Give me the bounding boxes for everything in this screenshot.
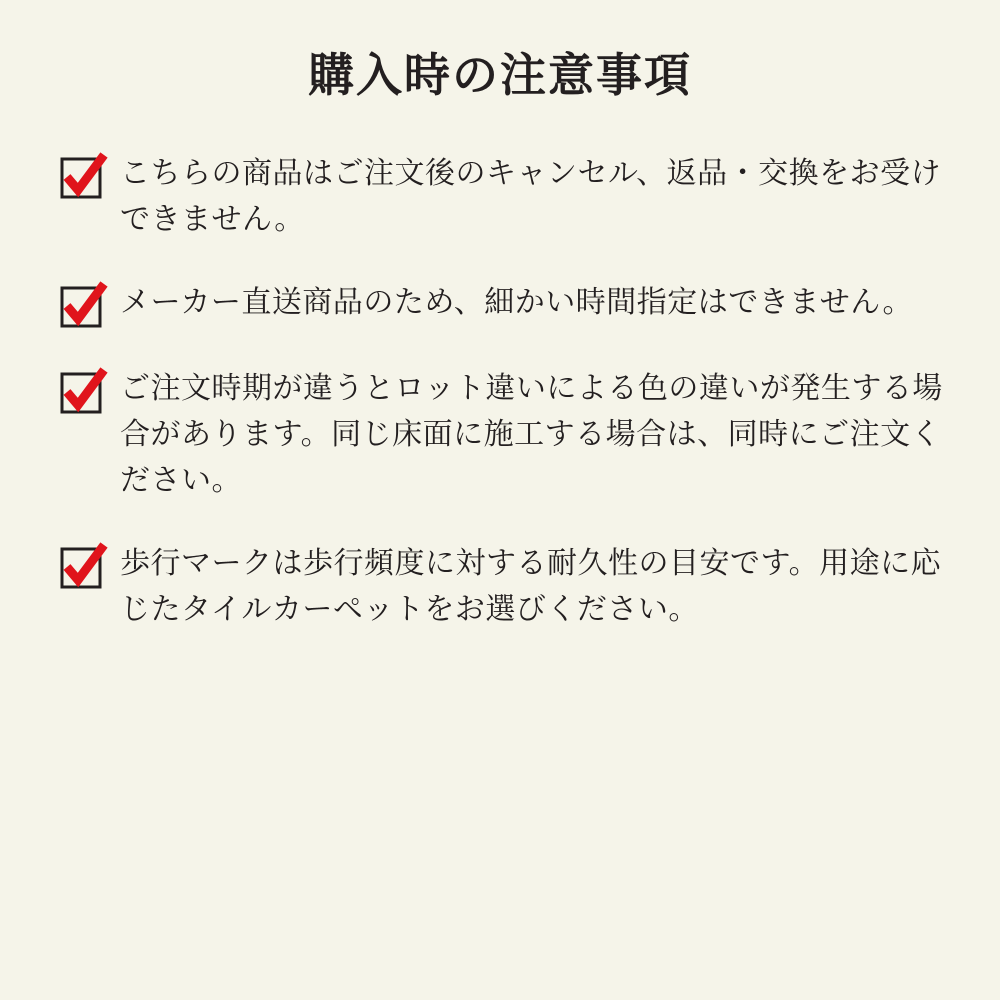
list-item [0,151,1000,242]
list-item [0,541,1000,632]
list-item [0,366,1000,503]
notice-list [0,151,1000,632]
notice-text: こちらの商品はご注文後のキャンセル、返品・交換をお受けできません。 [120,157,942,236]
list-item [0,280,1000,328]
red-check-icon [60,372,102,414]
red-check-icon [60,286,102,328]
red-check-icon [60,157,102,199]
notice-text: ご注文時期が違うとロット違いによる色の違いが発生する場合があります。同じ床面に施工する場合は、同時にご注文ください。 [120,372,943,497]
notice-text: 歩行マークは歩行頻度に対する耐久性の目安です。用途に応じたタイルカーペットをお選びください。 [120,547,942,626]
red-check-icon [60,547,102,589]
page-title: 購入時の注意事項 [308,49,692,101]
notice-text: メーカー直送商品のため、細かい時間指定はできません。 [120,286,913,320]
